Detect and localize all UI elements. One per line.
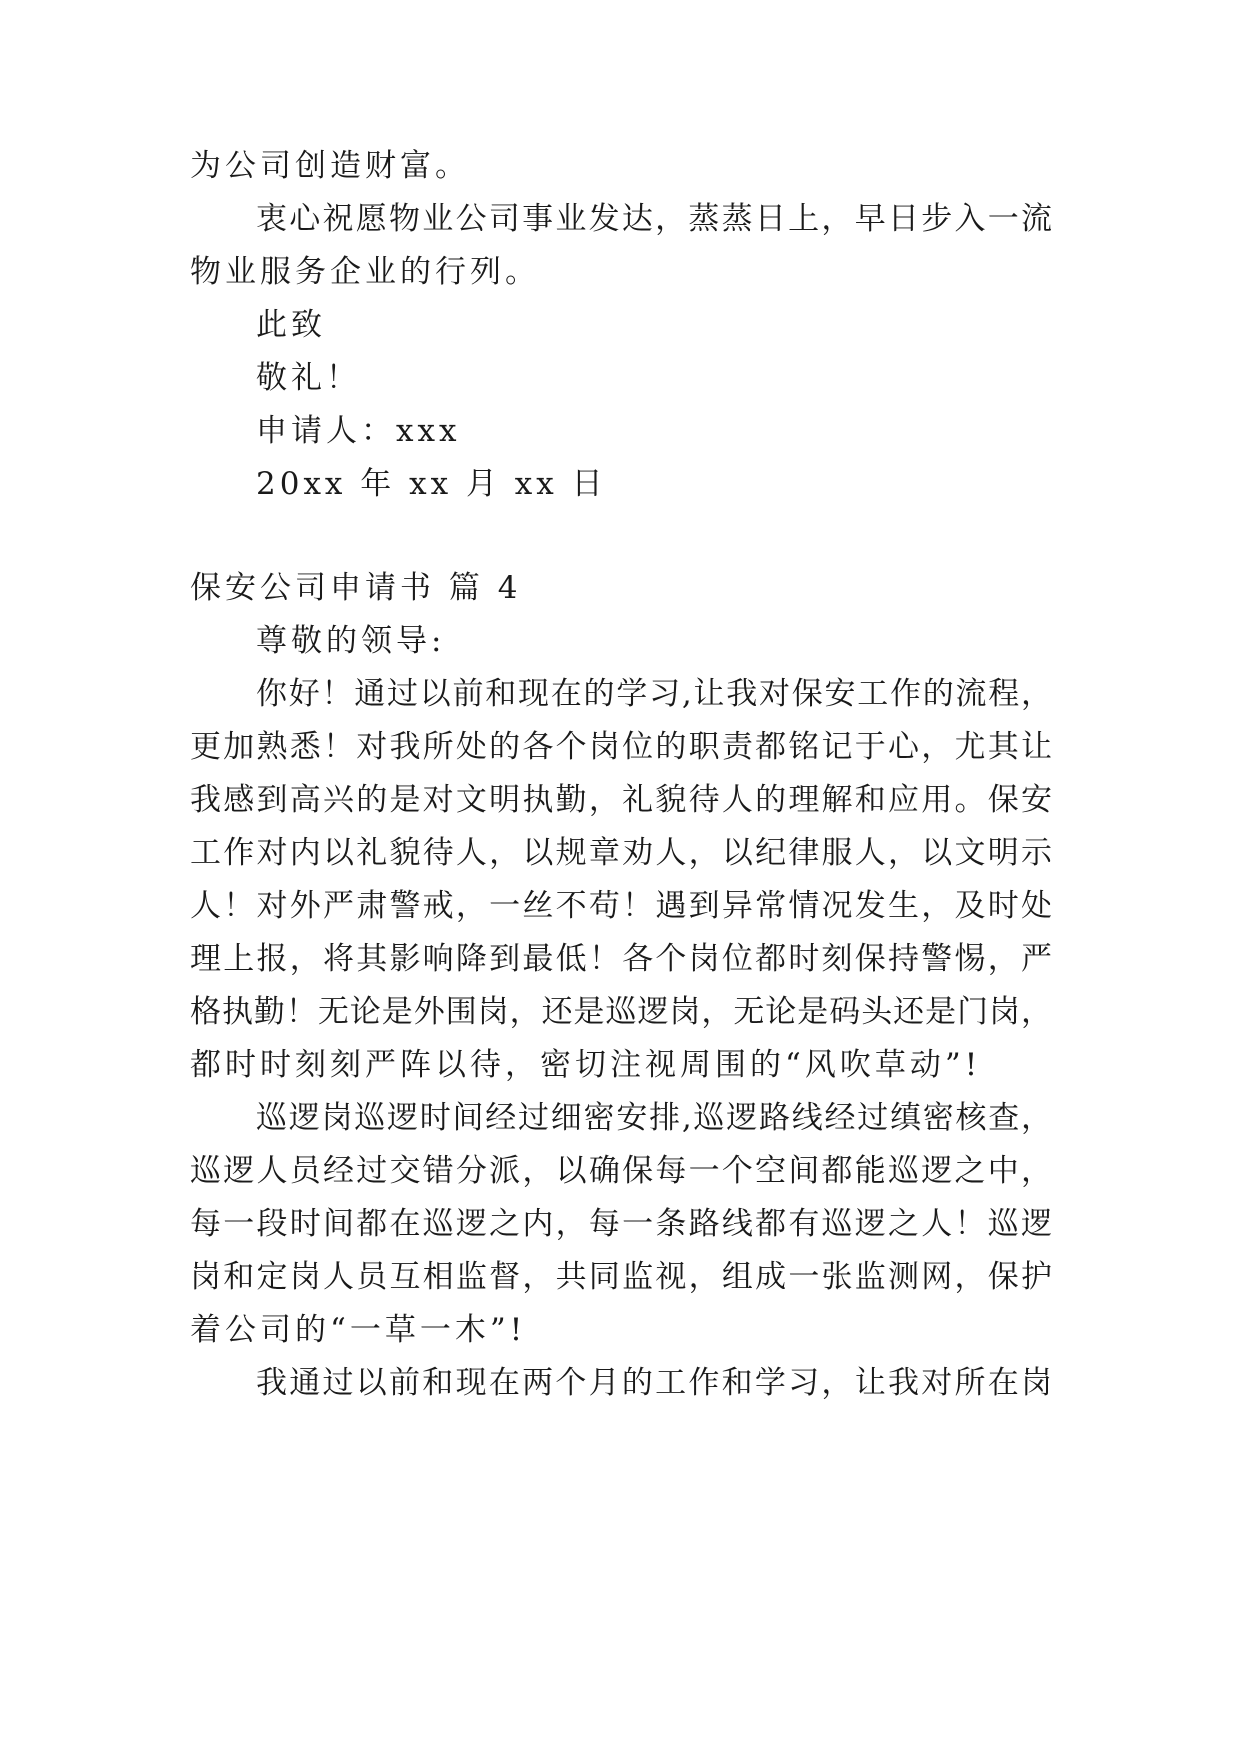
paragraph1-line-2: 更加熟悉！对我所处的各个岗位的职责都铭记于心，尤其让: [190, 729, 1052, 765]
paragraph1-line-4: 工作对内以礼貌待人，以规章劝人，以纪律服人，以文明示: [190, 835, 1052, 871]
paragraph1-line-1: 你好！通过以前和现在的学习,让我对保安工作的流程，: [256, 676, 1052, 712]
salutation: 尊敬的领导:: [256, 623, 446, 659]
paragraph1-line-6: 理上报，将其影响降到最低！各个岗位都时刻保持警惕，严: [190, 941, 1052, 977]
paragraph2-line-1: 巡逻岗巡逻时间经过细密安排,巡逻路线经过缜密核查，: [256, 1100, 1052, 1136]
closing-wish-line-1: 衷心祝愿物业公司事业发达，蒸蒸日上，早日步入一流: [256, 201, 1052, 237]
paragraph2-line-3: 每一段时间都在巡逻之内，每一条路线都有巡逻之人！巡逻: [190, 1206, 1052, 1242]
paragraph1-line-7: 格执勤！无论是外围岗，还是巡逻岗，无论是码头还是门岗，: [190, 994, 1052, 1030]
date-line: 20xx 年 xx 月 xx 日: [256, 466, 607, 502]
section-title: 保安公司申请书 篇 4: [190, 570, 522, 606]
paragraph2-line-4: 岗和定岗人员互相监督，共同监视，组成一张监测网，保护: [190, 1259, 1052, 1295]
jing-li: 敬礼！: [256, 360, 361, 396]
paragraph1-line-3: 我感到高兴的是对文明执勤，礼貌待人的理解和应用。保安: [190, 782, 1052, 818]
applicant: 申请人：xxx: [256, 413, 461, 449]
ci-zhi: 此致: [256, 307, 326, 343]
paragraph2-line-5: 着公司的“一草一木”!: [190, 1312, 527, 1348]
paragraph3-line-1: 我通过以前和现在两个月的工作和学习，让我对所在岗: [256, 1365, 1052, 1401]
continuation-line: 为公司创造财富。: [190, 148, 470, 184]
paragraph2-line-2: 巡逻人员经过交错分派，以确保每一个空间都能巡逻之中，: [190, 1153, 1052, 1189]
paragraph1-line-8: 都时时刻刻严阵以待，密切注视周围的“风吹草动”!: [190, 1047, 982, 1083]
paragraph1-line-5: 人！对外严肃警戒，一丝不苟！遇到异常情况发生，及时处: [190, 888, 1052, 924]
closing-wish-line-2: 物业服务企业的行列。: [190, 254, 540, 290]
